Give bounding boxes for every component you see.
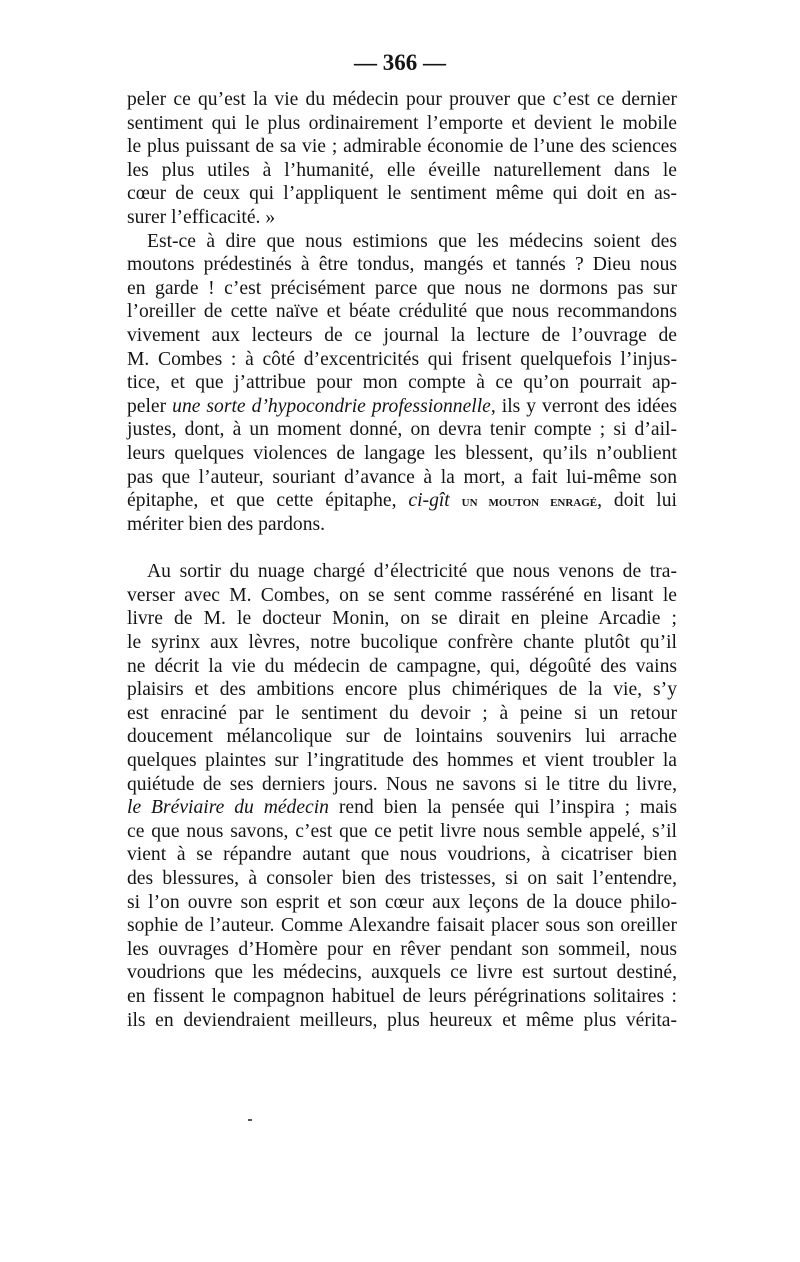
ink-speck (248, 1119, 252, 1121)
text-run: épitaphe, et que cette épitaphe, (127, 490, 409, 512)
text-line-with-italic (127, 796, 677, 820)
text-line: surer l’efficacité. » (127, 206, 276, 228)
text-line: en garde ! c’est précisément parce que nous ne dormons pas sur (127, 277, 677, 299)
paragraph-continuation (127, 88, 677, 230)
text-line: Au sortir du nuage chargé d’électricité que nous venons de tra- (147, 561, 677, 583)
text-line: ne décrit la vie du médecin de campagne, qui, dégoûté des vains (127, 655, 677, 677)
text-line: Est-ce à dire que nous estimions que les médecins soient des (147, 230, 677, 252)
text-line: les ouvrages d’Homère pour en rêver pendant son sommeil, nous (127, 938, 677, 960)
text-run: , doit lui (597, 490, 677, 512)
page-number: — 366 — (354, 50, 446, 75)
italic-title: le Bréviaire du médecin (127, 797, 329, 819)
text-line: le syrinx aux lèvres, notre bucolique confrère chante plutôt qu’il (127, 632, 677, 654)
text-line: tice, et que j’attribue pour mon compte à ce qu’on pourrait ap- (127, 372, 677, 394)
body-text (127, 88, 677, 1032)
small-caps-epitaph: un mouton enragé (461, 493, 598, 511)
text-line: est enraciné par le sentiment du devoir ; à peine si un retour (127, 702, 677, 724)
text-line: justes, dont, à un moment donné, on devra tenir compte ; si d’ail- (127, 419, 677, 441)
text-line: des blessures, à consoler bien des tristesses, si on sait l’entendre, (127, 868, 677, 889)
text-line: les plus utiles à l’humanité, elle éveille naturellement dans le (127, 159, 677, 181)
text-line: si l’on ouvre son esprit et son cœur aux leçons de la douce philo- (127, 891, 677, 913)
text-line: cœur de ceux qui l’appliquent le sentiment même qui doit en as- (127, 183, 677, 205)
text-line: sentiment qui le plus ordinairement l’emporte et devient le mobile (127, 112, 677, 134)
text-line: vivement aux lecteurs de ce journal la lecture de l’ouvrage de (127, 324, 677, 346)
text-line: quelques plaintes sur l’ingratitude des hommes et vient troubler la (127, 750, 677, 772)
text-line: vient à se répandre autant que nous voudrions, à cicatriser bien (127, 844, 677, 866)
text-line: M. Combes : à côté d’excentricités qui frisent quelquefois l’injus- (127, 348, 677, 370)
text-line: verser avec M. Combes, on se sent comme rasséréné en lisant le (127, 584, 677, 606)
text-line: pas que l’auteur, souriant d’avance à la mort, a fait lui-même son (127, 466, 677, 488)
text-line: leurs quelques violences de langage les blessent, qu’ils n’oublient (127, 442, 677, 464)
text-run: peler (127, 395, 173, 417)
text-line: l’oreiller de cette naïve et béate crédulité que nous recommandons (127, 301, 677, 323)
text-line: quiétude de ses derniers jours. Nous ne savons si le titre du livre, (127, 773, 677, 795)
text-line: voudrions que les médecins, auxquels ce livre est surtout destiné, (127, 962, 677, 984)
text-line: le plus puissant de sa vie ; admirable économie de l’une des sciences (127, 136, 677, 158)
text-line: ce que nous savons, c’est que ce petit livre nous semble appelé, s’il (127, 820, 677, 842)
text-line: livre de M. le docteur Monin, on se dirait en pleine Arcadie ; (127, 608, 677, 630)
italic-phrase: une sorte d’hypocondrie professionnelle (172, 395, 491, 417)
text-line: sophie de l’auteur. Comme Alexandre faisait placer sous son oreiller (127, 915, 677, 937)
text-line: moutons prédestinés à être tondus, mangés et tannés ? Dieu nous (127, 254, 677, 276)
text-line: mériter bien des pardons. (127, 513, 326, 535)
text-line: en fissent le compagnon habituel de leurs pérégrinations solitaires : (127, 985, 677, 1007)
text-line-with-epitaph (127, 489, 677, 513)
paragraph-gap (127, 536, 677, 560)
paragraph-au-sortir (127, 560, 677, 1032)
text-line-with-italic (127, 395, 677, 419)
text-line: doucement mélancolique sur de lointains souvenirs lui arrache (127, 726, 677, 748)
text-line: peler ce qu’est la vie du médecin pour prouver que c’est ce dernier (127, 89, 677, 110)
text-run: rend bien la pensée qui l’inspira ; mais (328, 797, 677, 819)
italic-phrase: ci-gît (408, 490, 450, 512)
text-line: plaisirs et des ambitions encore plus chimériques de la vie, s’y (127, 679, 677, 701)
text-run: , ils y verront des idées (490, 395, 677, 417)
text-line: ils en deviendraient meilleurs, plus heureux et même plus vérita- (127, 1009, 677, 1031)
paragraph-est-ce-a-dire (127, 230, 677, 537)
